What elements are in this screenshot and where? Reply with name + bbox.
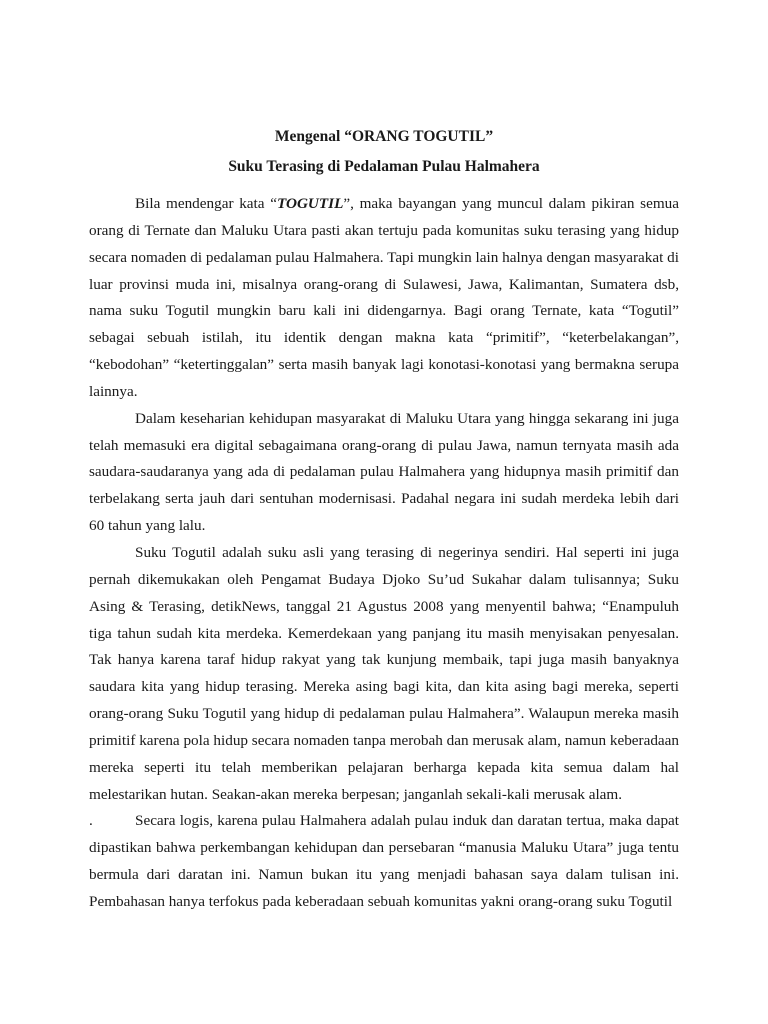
paragraph-4 [89,808,679,915]
document-body [89,191,679,916]
paragraph-1-before: Bila mendengar kata “ [135,195,277,212]
title-line-1: Mengenal “ORANG TOGUTIL” [274,128,494,145]
paragraph-4-text: Secara logis, karena pulau Halmahera adalah pulau induk dan daratan tertua, maka dapat dipastikan bahwa perkembangan kehidupan dan persebaran “manusia Maluku Utara” juga tentu bermula dari daratan ini. Namun bukan itu yang menjadi bahasan saya dalam tulisan ini. Pembahasan hanya terfokus pada keberadaan sebuah komunitas yakni orang-orang suku Togutil [89,812,679,910]
stray-dot: . [89,812,93,830]
emphasized-term: TOGUTIL [276,195,344,212]
document-title [0,122,768,182]
paragraph-1-after: ”, maka bayangan yang muncul dalam pikiran semua orang di Ternate dan Maluku Utara pasti akan tertuju pada komunitas suku terasing yang hidup secara nomaden di pedalaman pulau Halmahera. Tapi mungkin lain halnya dengan masyarakat di luar provinsi muda ini, misalnya orang-orang di Sulawesi, Jawa, Kalimantan, Sumatera dsb, nama suku Togutil mungkin baru kali ini didengarnya. Bagi orang Ternate, kata “Togutil” sebagai sebuah istilah, itu identik dengan makna kata “primitif”, “keterbelakangan”, “kebodohan” “ketertinggalan” serta masih banyak lagi konotasi-konotasi yang bermakna serupa lainnya. [89,195,679,400]
paragraph-1 [89,191,679,406]
paragraph-2: Dalam keseharian kehidupan masyarakat di Maluku Utara yang hingga sekarang ini juga telah memasuki era digital sebagaimana orang-orang di pulau Jawa, namun ternyata masih ada saudara-saudaranya yang ada di pedalaman pulau Halmahera yang hidupnya masih primitif dan terbelakang serta jauh dari sentuhan modernisasi. Padahal negara ini sudah merdeka lebih dari 60 tahun yang lalu. [89,409,679,535]
paragraph-3: Suku Togutil adalah suku asli yang terasing di negerinya sendiri. Hal seperti ini juga pernah dikemukakan oleh Pengamat Budaya Djoko Su’ud Sukahar dalam tulisannya; Suku Asing & Terasing, detikNews, tanggal 21 Agustus 2008 yang menyentil bahwa; “Enampuluh tiga tahun sudah kita merdeka. Kemerdekaan yang panjang itu masih menyisakan penyesalan. Tak hanya karena taraf hidup rakyat yang tak kunjung membaik, tapi juga masih banyaknya saudara kita yang hidup terasing. Mereka asing bagi kita, dan kita asing bagi mereka, seperti orang-orang Suku Togutil yang hidup di pedalaman pulau Halmahera”. Walaupun mereka masih primitif karena pola hidup secara nomaden tanpa merobah dan merusak alam, namun keberadaan mereka seperti itu telah memberikan pelajaran berharga kepada kita semua dalam hal melestarikan hutan. Seakan-akan mereka berpesan; janganlah sekali-kali merusak alam. [89,543,679,803]
subtitle-line: Suku Terasing di Pedalaman Pulau Halmahera [228,158,540,175]
